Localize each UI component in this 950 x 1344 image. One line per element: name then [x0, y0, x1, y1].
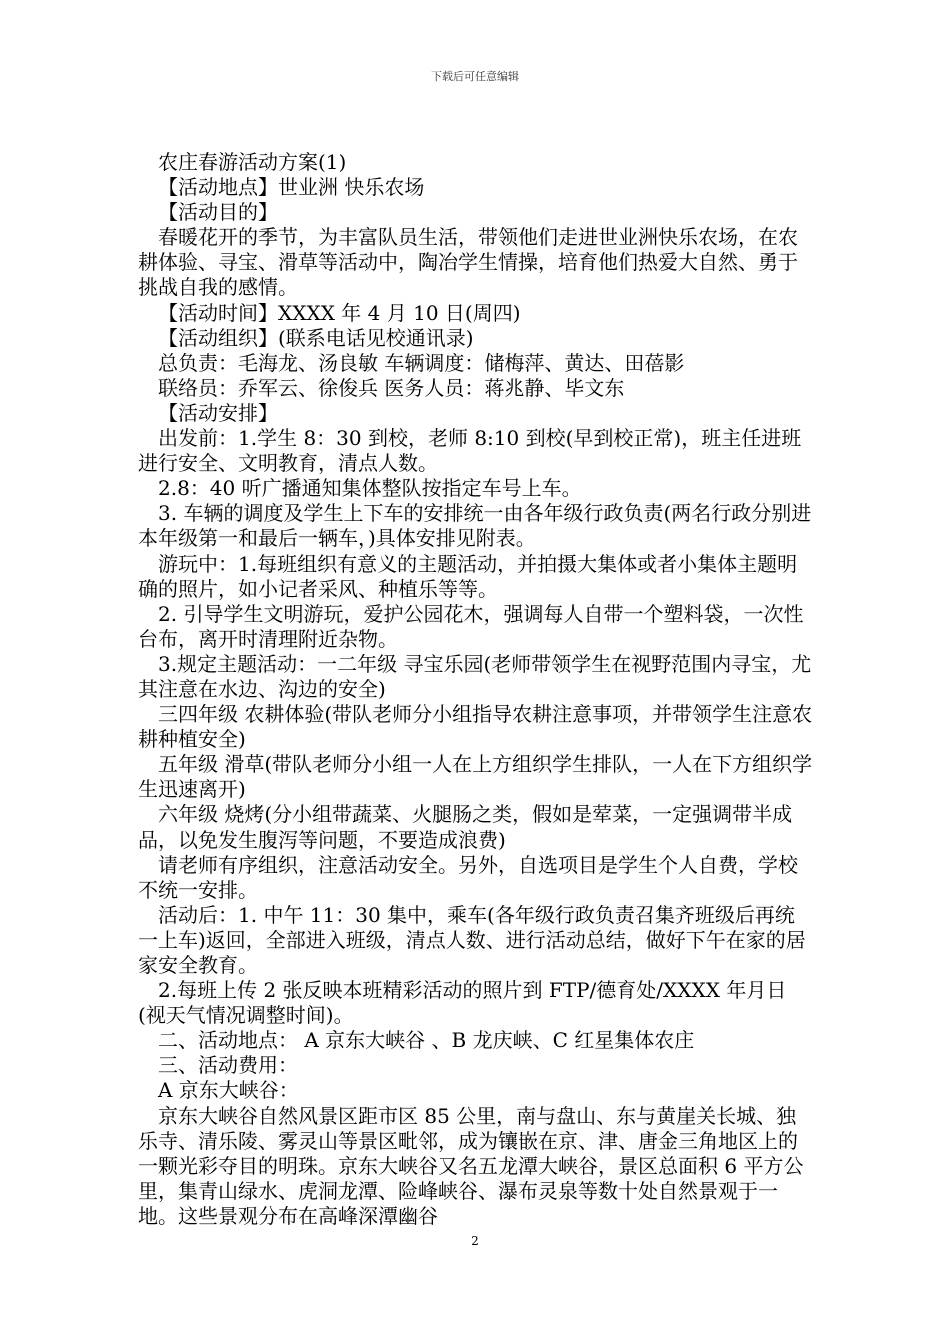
paragraph: 游玩中：1.每班组织有意义的主题活动，并拍摄大集体或者小集体主题明确的照片，如小记者采风、种植乐等等。: [138, 551, 798, 601]
paragraph: 五年级 滑草(带队老师分小组一人在上方组织学生排队，一人在下方组织学生迅速离开): [138, 752, 813, 802]
paragraph: 六年级 烧烤(分小组带蔬菜、火腿肠之类，假如是荤菜，一定强调带半成品，以免发生腹泻等问题，不要造成浪费): [138, 802, 793, 852]
paragraph: 2. 引导学生文明游玩，爱护公园花木，强调每人自带一个塑料袋，一次性台布，离开时清理附近杂物。: [138, 601, 804, 651]
paragraph: 【活动组织】(联系电话见校通讯录): [158, 325, 474, 350]
paragraph: 联络员：乔军云、徐俊兵 医务人员：蒋兆静、毕文东: [158, 375, 625, 400]
paragraph: 3.规定主题活动：一二年级 寻宝乐园(老师带领学生在视野范围内寻宝，尤其注意在水边、沟边的安全): [138, 651, 812, 701]
paragraph: 三四年级 农耕体验(带队老师分小组指导农耕注意事项，并带领学生注意农耕种植安全): [138, 702, 813, 752]
paragraph: A 京东大峡谷：: [158, 1078, 299, 1103]
paragraph: 三、活动费用：: [158, 1053, 298, 1078]
paragraph: 活动后：1. 中午 11：30 集中，乘车(各年级行政负责召集齐班级后再统一上车)返回，全部进入班级，清点人数、进行活动总结，做好下午在家的居家安全教育。: [138, 902, 806, 977]
paragraph: 2.8：40 听广播通知集体整队按指定车号上车。: [158, 476, 582, 501]
paragraph: 【活动安排】: [158, 400, 278, 425]
page-number: 2: [471, 1234, 479, 1248]
paragraph: 京东大峡谷自然风景区距市区 85 公里，南与盘山、东与黄崖关长城、独乐寺、清乐陵、雾灵山等景区毗邻，成为镶嵌在京、津、唐金三角地区上的一颗光彩夺目的明珠。京东大峡谷又名五龙潭大峡谷，景区总面积 6 平方公里，集青山绿水、虎洞龙潭、险峰峡谷、瀑布灵泉等数十处自然景观于一地。这些景观分布在高峰深潭幽谷: [138, 1103, 804, 1228]
paragraph: 出发前：1.学生 8：30 到校，老师 8:10 到校(早到校正常)，班主任进班进行安全、文明教育，清点人数。: [138, 426, 802, 476]
paragraph: 3. 车辆的调度及学生上下车的安排统一由各年级行政负责(两名行政分别进本年级第一和最后一辆车，)具体安排见附表。: [138, 501, 812, 551]
paragraph: 请老师有序组织，注意活动安全。另外，自选项目是学生个人自费，学校不统一安排。: [138, 852, 798, 902]
doc-title: 农庄春游活动方案(1): [158, 150, 347, 174]
paragraph: 【活动地点】世业洲 快乐农场: [158, 175, 425, 200]
page-header: 下载后可任意编辑: [431, 70, 519, 83]
paragraph: 春暖花开的季节，为丰富队员生活，带领他们走进世业洲快乐农场，在农耕体验、寻宝、滑草等活动中，陶冶学生情操，培育他们热爱大自然、勇于挑战自我的感情。: [138, 225, 798, 300]
paragraph: 【活动时间】XXXX 年 4 月 10 日(周四): [158, 300, 521, 325]
paragraph: 2.每班上传 2 张反映本班精彩活动的照片到 FTP/德育处/XXXX 年月日(视天气情况调整时间)。: [138, 978, 787, 1028]
paragraph: 二、活动地点： A 京东大峡谷 、B 龙庆峡、C 红星集体农庄: [158, 1028, 695, 1053]
paragraph: 【活动目的】: [158, 200, 278, 225]
paragraph: 总负责：毛海龙、汤良敏 车辆调度：储梅萍、黄达、田蓓影: [158, 350, 685, 375]
document-body: [138, 150, 814, 1229]
